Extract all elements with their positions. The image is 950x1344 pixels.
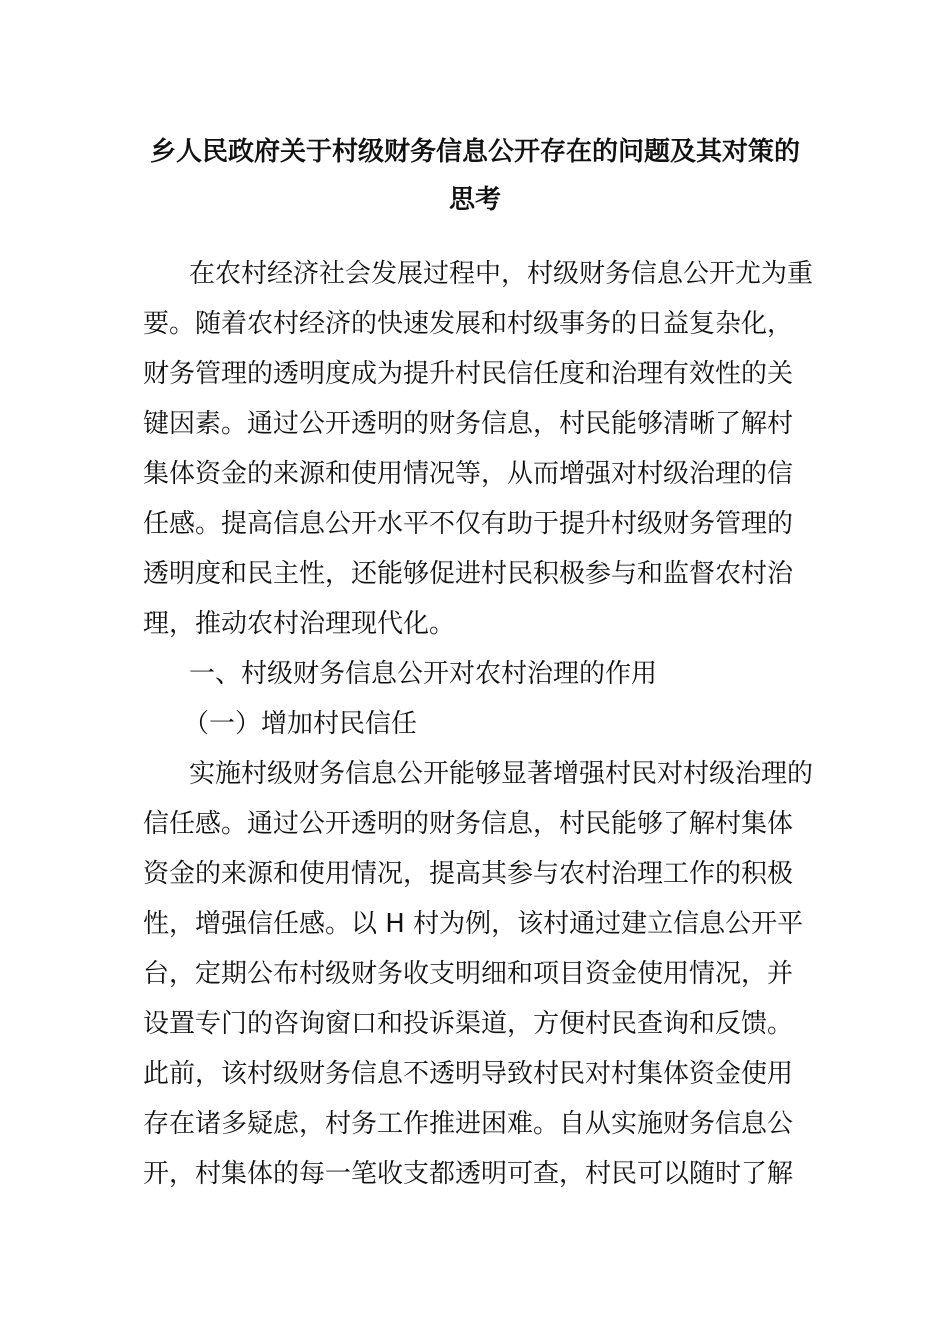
paragraph-2-line-8: 存在诸多疑虑，村务工作推进困难。自从实施财务信息公 xyxy=(143,1109,794,1139)
paragraph-2-line-5: 台，定期公布村级财务收支明细和项目资金使用情况，并 xyxy=(143,959,794,989)
paragraph-2-line-1: 实施村级财务信息公开能够显著增强村民对村级治理的 xyxy=(189,759,814,789)
paragraph-1-line-5: 集体资金的来源和使用情况等，从而增强对村级治理的信 xyxy=(143,459,794,489)
paragraph-1-line-3: 财务管理的透明度成为提升村民信任度和治理有效性的关 xyxy=(143,359,794,389)
section-heading: 一、村级财务信息公开对农村治理的作用 xyxy=(189,659,658,689)
paragraph-2-line-9: 开，村集体的每一笔收支都透明可查，村民可以随时了解 xyxy=(143,1159,794,1189)
paragraph-2-line-2: 信任感。通过公开透明的财务信息，村民能够了解村集体 xyxy=(143,809,794,839)
subsection-heading: （一）增加村民信任 xyxy=(183,709,418,739)
paragraph-1-line-6: 任感。提高信息公开水平不仅有助于提升村级财务管理的 xyxy=(143,509,794,539)
paragraph-1-line-1: 在农村经济社会发展过程中，村级财务信息公开尤为重 xyxy=(189,259,814,289)
paragraph-2-line-6: 设置专门的咨询窗口和投诉渠道，方便村民查询和反馈。 xyxy=(143,1009,794,1039)
paragraph-1-line-7: 透明度和民主性，还能够促进村民积极参与和监督农村治 xyxy=(143,559,794,589)
paragraph-1-line-2: 要。随着农村经济的快速发展和村级事务的日益复杂化， xyxy=(143,309,794,339)
document-title-line-1: 乡人民政府关于村级财务信息公开存在的问题及其对策的 xyxy=(149,137,800,167)
paragraph-2-line-7: 此前，该村级财务信息不透明导致村民对村集体资金使用 xyxy=(143,1059,794,1089)
paragraph-2-line-3: 资金的来源和使用情况，提高其参与农村治理工作的积极 xyxy=(143,859,794,889)
paragraph-1-line-8: 理，推动农村治理现代化。 xyxy=(143,609,456,639)
paragraph-1-line-4: 键因素。通过公开透明的财务信息，村民能够清晰了解村 xyxy=(143,409,794,439)
document-body xyxy=(143,259,813,1209)
document-title-line-2: 思考 xyxy=(448,185,501,215)
paragraph-2-line-4: 性，增强信任感。以 H 村为例，该村通过建立信息公开平 xyxy=(143,909,804,939)
